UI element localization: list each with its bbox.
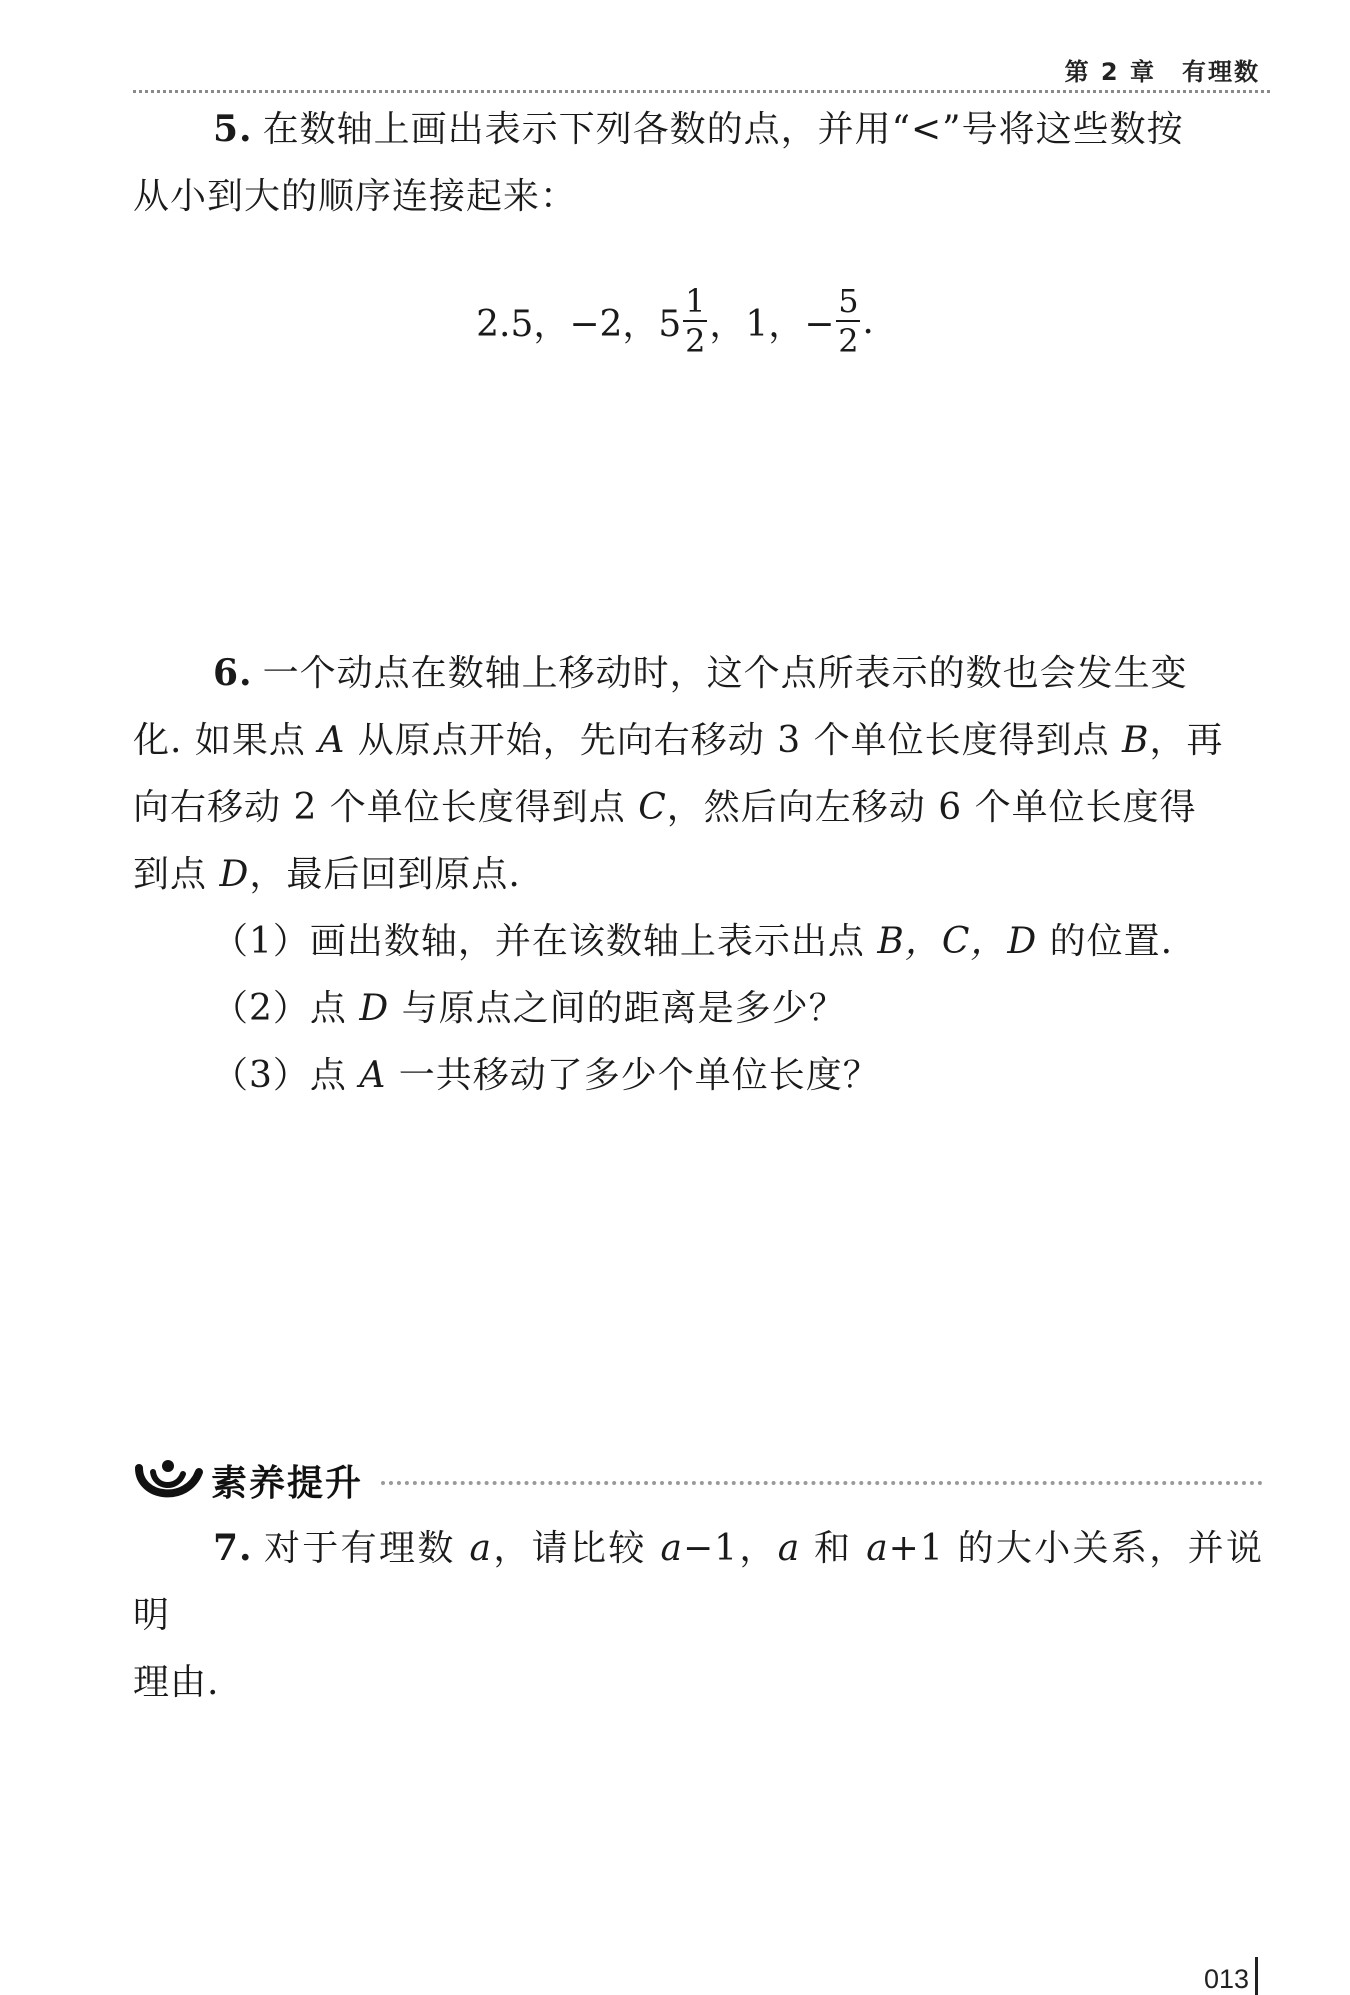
question-7 [133,1515,1263,1716]
variable-a: a [866,1528,889,1569]
chapter-number: 第 2 章 [1064,58,1156,86]
text: 和 [800,1528,867,1569]
page-number-bar [1255,1957,1258,1995]
fraction-five-halves [836,282,860,360]
fraction-numerator: 5 [838,282,859,320]
question-5 [133,96,1263,230]
question-6-line-1 [133,640,1263,707]
question-6-line-4 [133,841,1263,908]
section-title: 素养提升 [211,1462,364,1504]
section-dotted-rule [381,1481,1263,1485]
text: 与原点之间的距离是多少？ [389,988,846,1029]
question-6-line-2 [133,707,1263,774]
text: ，然后向左移动 6 个单位长度得 [666,787,1197,828]
running-header [1065,52,1260,87]
question-6-part-1 [212,908,1173,975]
math-number-list-middle: ，1，− [709,303,835,345]
variable-a-point: A [318,720,346,761]
question-6 [133,640,1263,908]
text: ，最后回到原点. [249,854,521,895]
text: −1， [683,1528,778,1569]
question-6-line-3 [133,774,1263,841]
text: （2）点 [212,988,360,1029]
text: （1）画出数轴，并在该数轴上表示出点 [212,921,878,962]
question-5-number: 5. [213,108,253,150]
fraction-denominator: 2 [685,322,706,360]
question-7-number: 7. [213,1527,253,1569]
text: 向右移动 2 个单位长度得到点 [133,787,639,828]
question-5-line-1: 在数轴上画出表示下列各数的点，并用“<”号将这些数按 [262,109,1184,150]
variable-a: a [660,1528,683,1569]
question-5-numbers [0,276,1350,366]
text: 化. 如果点 [133,720,319,761]
variables-b-c-d: B，C，D [877,921,1038,962]
text: 的位置. [1037,921,1174,962]
math-number-list-start: 2.5，−2，5 [476,303,682,345]
text: 到点 [133,854,220,895]
page-number-text: 013 [1203,1964,1249,1994]
smile-logo-icon [133,1454,205,1506]
text: ，请比较 [491,1528,661,1569]
variable-d-point: D [219,854,250,895]
page-number [1204,1955,1258,1995]
question-6-number: 6. [213,652,253,694]
chapter-title: 有理数 [1182,58,1260,86]
question-7-line-2: 理由. [133,1662,220,1703]
fraction-one-half [683,282,707,360]
question-6-part-2 [212,975,846,1042]
question-6-part-3 [212,1042,880,1109]
variable-a-point: A [359,1055,387,1096]
fraction-denominator: 2 [838,322,859,360]
fraction-numerator: 1 [685,282,706,320]
header-dotted-rule [133,90,1270,93]
variable-c-point: C [638,787,667,828]
text: 一共移动了多少个单位长度？ [386,1055,880,1096]
text: +1 的大小关系，并说明 [133,1528,1263,1636]
variable-d-point: D [359,988,390,1029]
math-number-list-end: . [862,300,874,342]
variable-a: a [777,1528,801,1569]
section-header [133,1450,1263,1510]
question-7-line-1 [133,1515,1263,1649]
text: （3）点 [212,1055,360,1096]
question-6-text-1: 一个动点在数轴上移动时，这个点所表示的数也会发生变 [262,653,1188,694]
variable-b-point: B [1122,720,1150,761]
text: 从原点开始，先向右移动 3 个单位长度得到点 [345,720,1123,761]
variable-a: a [469,1528,492,1569]
question-5-line-2: 从小到大的顺序连接起来： [133,176,578,217]
text: 对于有理数 [262,1528,470,1569]
text: ，再 [1149,720,1224,761]
